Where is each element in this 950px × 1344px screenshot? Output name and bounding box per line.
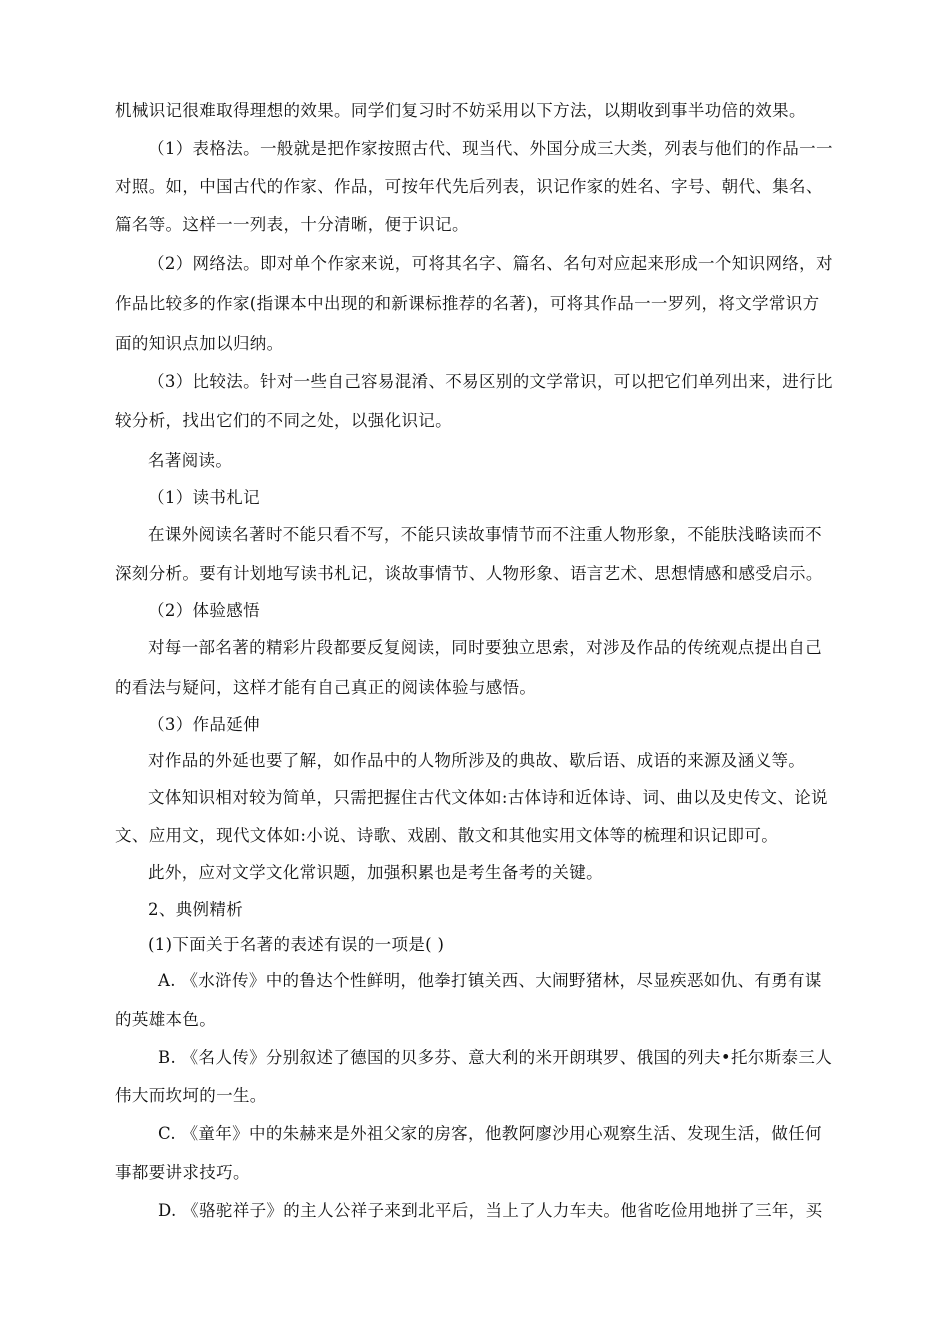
text-line: 2、典例精析 — [148, 900, 244, 919]
text-line: 此外，应对文学文化常识题，加强积累也是考生备考的关键。 — [148, 863, 603, 882]
text-line: 篇名等。这样一一列表，十分清晰，便于识记。 — [115, 215, 469, 234]
text-line: 作品比较多的作家(指课本中出现的和新课标推荐的名著)，可将其作品一一罗列，将文学常识方 — [115, 294, 820, 313]
text-line: 对作品的外延也要了解，如作品中的人物所涉及的典故、歇后语、成语的来源及涵义等。 — [148, 751, 806, 770]
text-line: 名著阅读。 — [148, 451, 233, 470]
text-line: 文体知识相对较为简单，只需把握住古代文体如:古体诗和近体诗、词、曲以及史传文、论说 — [148, 788, 828, 807]
text-line: B. 《名人传》分别叙述了德国的贝多芬、意大利的米开朗琪罗、俄国的列夫•托尔斯泰三人 — [158, 1048, 833, 1067]
text-line: A. 《水浒传》中的鲁达个性鲜明，他拳打镇关西、大闹野猪林，尽显疾恶如仇、有勇有谋 — [158, 971, 822, 990]
text-line: 机械识记很难取得理想的效果。同学们复习时不妨采用以下方法，以期收到事半功倍的效果。 — [115, 101, 806, 120]
text-line: （3）作品延伸 — [148, 715, 260, 734]
text-line: 面的知识点加以归纳。 — [115, 334, 284, 353]
text-line: 事都要讲求技巧。 — [115, 1163, 250, 1182]
text-line: (1)下面关于名著的表述有误的一项是( ) — [148, 935, 445, 954]
text-line: 对每一部名著的精彩片段都要反复阅读，同时要独立思索，对涉及作品的传统观点提出自己 — [148, 638, 822, 657]
text-line: C. 《童年》中的朱赫来是外祖父家的房客，他教阿廖沙用心观察生活、发现生活，做任何 — [158, 1124, 822, 1143]
text-line: 的英雄本色。 — [115, 1010, 217, 1029]
text-line: 文、应用文，现代文体如:小说、诗歌、戏剧、散文和其他实用文体等的梳理和识记即可。 — [115, 826, 779, 845]
text-line: 对照。如，中国古代的作家、作品，可按年代先后列表，识记作家的姓名、字号、朝代、集名、 — [115, 177, 823, 196]
text-line: 在课外阅读名著时不能只看不写，不能只读故事情节而不注重人物形象，不能肤浅略读而不 — [148, 525, 822, 544]
text-line: 伟大而坎坷的一生。 — [115, 1086, 267, 1105]
text-line: 的看法与疑问，这样才能有自己真正的阅读体验与感悟。 — [115, 678, 537, 697]
text-line: 深刻分析。要有计划地写读书札记，谈故事情节、人物形象、语言艺术、思想情感和感受启示。 — [115, 564, 823, 583]
text-line: 较分析，找出它们的不同之处，以强化识记。 — [115, 411, 452, 430]
text-line: （1）表格法。一般就是把作家按照古代、现当代、外国分成三大类，列表与他们的作品一一 — [148, 139, 833, 158]
text-line: D. 《骆驼祥子》的主人公祥子来到北平后，当上了人力车夫。他省吃俭用地拼了三年，买 — [158, 1201, 823, 1220]
text-line: （2）体验感悟 — [148, 601, 260, 620]
text-line: （3）比较法。针对一些自己容易混淆、不易区别的文学常识，可以把它们单列出来，进行比 — [148, 372, 833, 391]
text-line: （1）读书札记 — [148, 488, 260, 507]
text-line: （2）网络法。即对单个作家来说，可将其名字、篇名、名句对应起来形成一个知识网络，对 — [148, 254, 833, 273]
